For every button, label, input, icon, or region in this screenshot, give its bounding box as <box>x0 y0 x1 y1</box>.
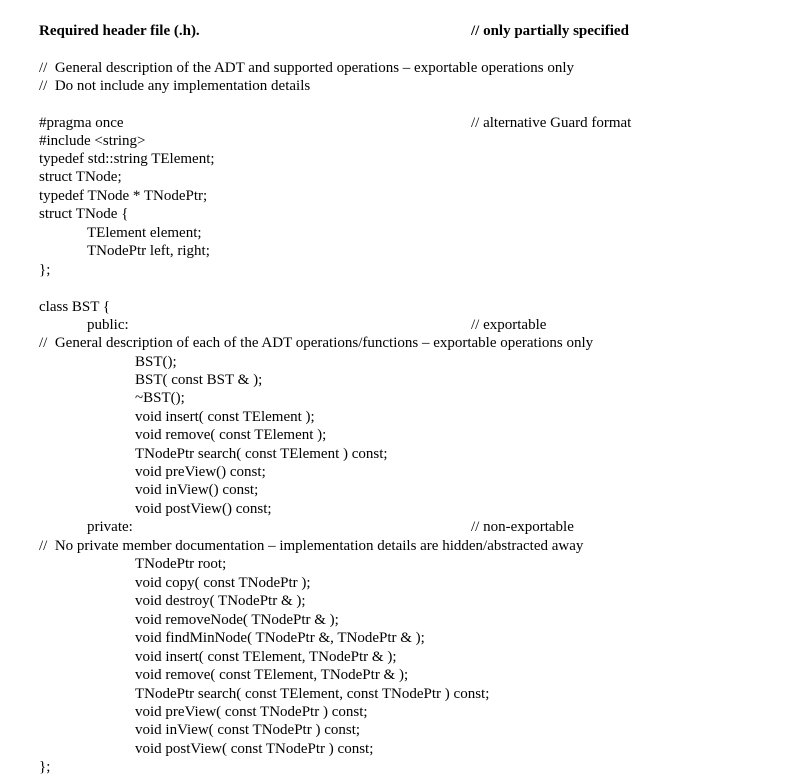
pragma-comment: // alternative Guard format <box>471 115 632 131</box>
private-member: void postView( const TNodePtr ) const; <box>135 741 374 757</box>
private-member: void remove( const TElement, TNodePtr & ); <box>135 667 409 683</box>
code-line: typedef TNode * TNodePtr; <box>39 188 208 204</box>
public-member: ~BST(); <box>135 390 185 406</box>
public-member: void postView() const; <box>135 501 272 517</box>
private-member: void preView( const TNodePtr ) const; <box>135 704 368 720</box>
private-member: void insert( const TElement, TNodePtr & ); <box>135 649 397 665</box>
class-close: }; <box>39 759 51 775</box>
private-doc: // No private member documentation – implementation details are hidden/abstracted away <box>39 538 584 554</box>
private-member: void findMinNode( TNodePtr &, TNodePtr & ); <box>135 630 425 646</box>
struct-member: TNodePtr left, right; <box>87 243 210 259</box>
private-label: private: <box>87 519 133 535</box>
private-member: void inView( const TNodePtr ) const; <box>135 722 361 738</box>
class-open: class BST { <box>39 299 111 315</box>
description-line: // Do not include any implementation details <box>39 78 311 94</box>
public-member: void inView() const; <box>135 482 259 498</box>
public-member: BST( const BST & ); <box>135 372 263 388</box>
private-member: void copy( const TNodePtr ); <box>135 575 311 591</box>
code-line: struct TNode { <box>39 206 129 222</box>
private-comment: // non-exportable <box>471 519 574 535</box>
pragma-line: #pragma once <box>39 115 124 131</box>
code-line: typedef std::string TElement; <box>39 151 215 167</box>
private-member: void destroy( TNodePtr & ); <box>135 593 306 609</box>
public-member: TNodePtr search( const TElement ) const; <box>135 446 388 462</box>
private-member: TNodePtr search( const TElement, const TNodePtr ) const; <box>135 686 490 702</box>
document-title: Required header file (.h). <box>39 23 200 39</box>
struct-member: TElement element; <box>87 225 202 241</box>
code-line: struct TNode; <box>39 169 122 185</box>
public-member: void insert( const TElement ); <box>135 409 315 425</box>
public-doc: // General description of each of the ADT operations/functions – exportable operations only <box>39 335 594 351</box>
public-member: BST(); <box>135 354 177 370</box>
private-member: void removeNode( TNodePtr & ); <box>135 612 339 628</box>
public-member: void preView() const; <box>135 464 266 480</box>
public-label: public: <box>87 317 129 333</box>
partial-spec-note: // only partially specified <box>471 23 629 39</box>
struct-close: }; <box>39 262 51 278</box>
code-line: #include <string> <box>39 133 146 149</box>
public-comment: // exportable <box>471 317 547 333</box>
private-member: TNodePtr root; <box>135 556 227 572</box>
public-member: void remove( const TElement ); <box>135 427 327 443</box>
description-line: // General description of the ADT and supported operations – exportable operations only <box>39 60 575 76</box>
